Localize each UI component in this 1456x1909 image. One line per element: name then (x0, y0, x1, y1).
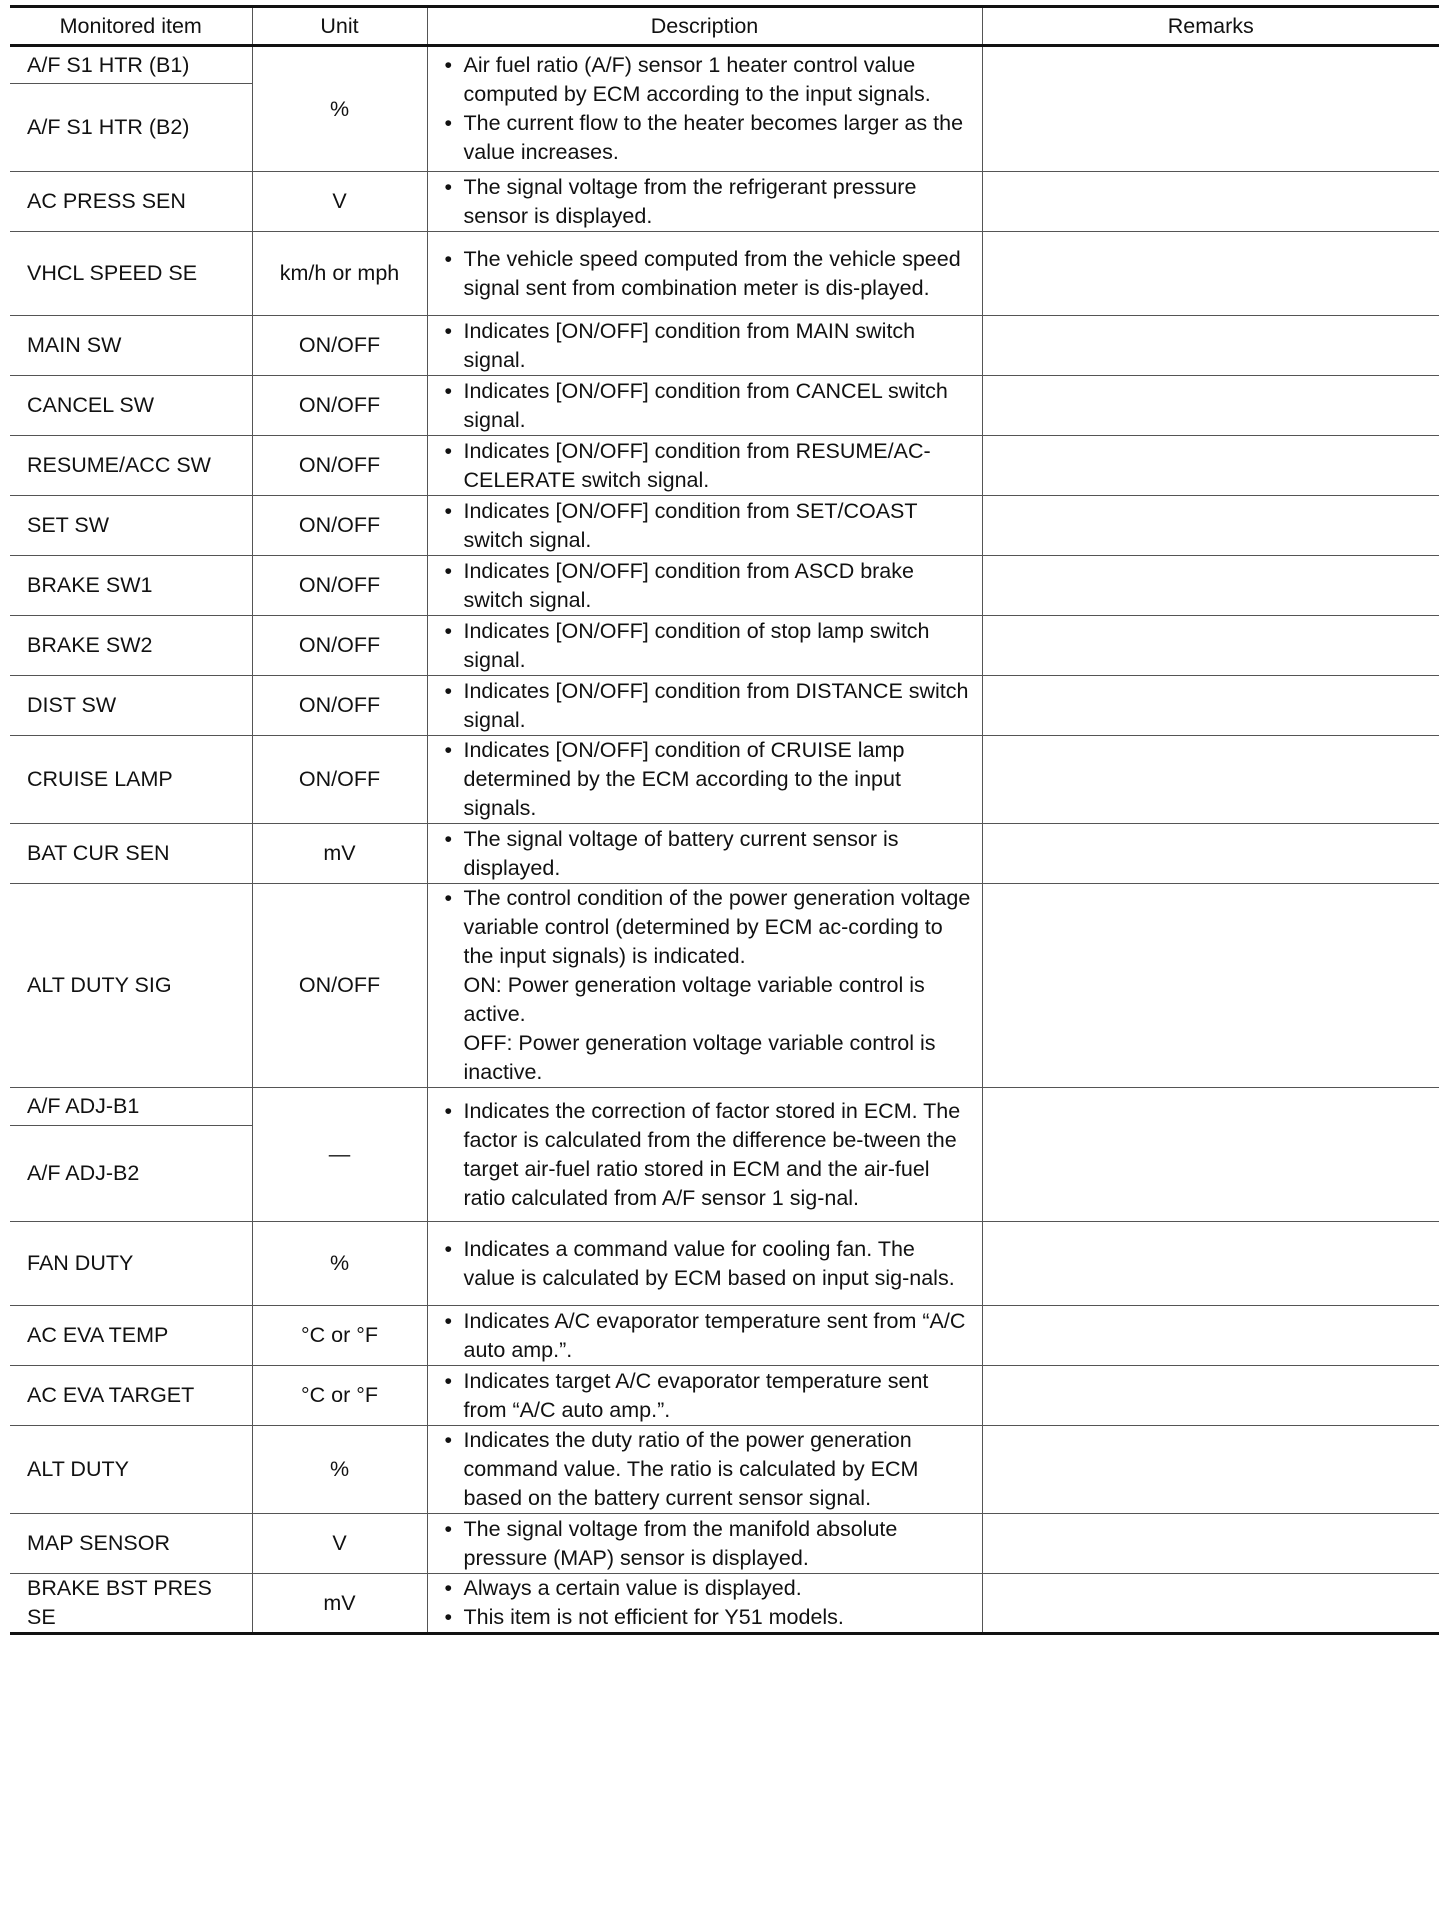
description-cell (427, 316, 982, 376)
description-bullet-list (440, 884, 972, 971)
description-bullet: • Indicates [ON/OFF] condition of stop lamp switch signal. (440, 617, 972, 675)
description-bullet: • The signal voltage of battery current sensor is displayed. (440, 825, 972, 883)
description-bullet: • Indicates [ON/OFF] condition from DISTANCE switch signal. (440, 677, 972, 735)
unit-cell: ON/OFF (252, 436, 427, 496)
remarks-cell (982, 496, 1439, 556)
description-bullet: • This item is not efficient for Y51 models. (440, 1603, 972, 1632)
description-bullet-list (440, 1307, 972, 1365)
description-bullet: • The control condition of the power generation voltage variable control (determined by ECM ac-cording to the input signals) is indicated. (440, 884, 972, 971)
description-cell (427, 46, 982, 172)
remarks-cell (982, 676, 1439, 736)
table-row (10, 824, 1439, 884)
table-row (10, 1222, 1439, 1306)
monitored-item-cell: RESUME/ACC SW (10, 436, 252, 496)
unit-cell: mV (252, 1574, 427, 1634)
description-bullet-list (440, 377, 972, 435)
table-row (10, 1088, 1439, 1126)
table-row (10, 1306, 1439, 1366)
table-row (10, 676, 1439, 736)
table-row (10, 496, 1439, 556)
remarks-cell (982, 1514, 1439, 1574)
remarks-cell (982, 1366, 1439, 1426)
unit-cell: km/h or mph (252, 232, 427, 316)
remarks-cell (982, 376, 1439, 436)
description-bullet: • Always a certain value is displayed. (440, 1574, 972, 1603)
description-bullet-list (440, 677, 972, 735)
description-bullet-list (440, 1235, 972, 1293)
table-row (10, 736, 1439, 824)
monitor-items-table-container (10, 5, 1439, 1909)
description-cell (427, 376, 982, 436)
unit-cell: mV (252, 824, 427, 884)
description-bullet: • Indicates target A/C evaporator temperature sent from “A/C auto amp.”. (440, 1367, 972, 1425)
description-cell (427, 1574, 982, 1634)
description-cell (427, 556, 982, 616)
unit-cell: % (252, 46, 427, 172)
description-bullet-list (440, 51, 972, 167)
remarks-cell (982, 824, 1439, 884)
description-bullet-list (440, 317, 972, 375)
remarks-cell (982, 172, 1439, 232)
description-cell (427, 1514, 982, 1574)
monitored-item-cell: CRUISE LAMP (10, 736, 252, 824)
description-cell (427, 1222, 982, 1306)
table-row (10, 616, 1439, 676)
unit-cell: °C or °F (252, 1306, 427, 1366)
description-cell (427, 496, 982, 556)
remarks-cell (982, 616, 1439, 676)
description-bullet: • Indicates [ON/OFF] condition from CANCEL switch signal. (440, 377, 972, 435)
description-cell (427, 1366, 982, 1426)
header-unit: Unit (252, 8, 427, 46)
monitored-item-cell: AC EVA TEMP (10, 1306, 252, 1366)
table-row (10, 232, 1439, 316)
monitored-item-cell: SET SW (10, 496, 252, 556)
unit-cell: ON/OFF (252, 556, 427, 616)
description-bullet-list (440, 173, 972, 231)
description-cell (427, 616, 982, 676)
description-bullet-list (440, 825, 972, 883)
description-bullet: • Indicates the correction of factor stored in ECM. The factor is calculated from the difference be-tween the target air-fuel ratio stored in ECM and the air-fuel ratio calculated from A/F sensor 1 sig-nal. (440, 1097, 972, 1213)
description-cell (427, 884, 982, 1088)
remarks-cell (982, 556, 1439, 616)
remarks-cell (982, 736, 1439, 824)
description-bullet: • Indicates [ON/OFF] condition from ASCD brake switch signal. (440, 557, 972, 615)
header-monitored-item: Monitored item (10, 8, 252, 46)
description-bullet: • Indicates [ON/OFF] condition from SET/COAST switch signal. (440, 497, 972, 555)
description-cell (427, 1426, 982, 1514)
description-bullet-list (440, 245, 972, 303)
unit-cell: ON/OFF (252, 676, 427, 736)
description-bullet: • Indicates A/C evaporator temperature sent from “A/C auto amp.”. (440, 1307, 972, 1365)
monitored-item-cell: ALT DUTY SIG (10, 884, 252, 1088)
unit-cell: ON/OFF (252, 316, 427, 376)
monitored-item-cell: FAN DUTY (10, 1222, 252, 1306)
description-bullet: • Indicates [ON/OFF] condition of CRUISE lamp determined by the ECM according to the input signals. (440, 736, 972, 823)
table-row (10, 556, 1439, 616)
description-note: ON: Power generation voltage variable control is active. (463, 973, 925, 1026)
remarks-cell (982, 1426, 1439, 1514)
table-row (10, 46, 1439, 84)
description-bullet-list (440, 1426, 972, 1513)
table-row (10, 172, 1439, 232)
unit-cell: % (252, 1222, 427, 1306)
remarks-cell (982, 232, 1439, 316)
remarks-cell (982, 1222, 1439, 1306)
header-row (10, 8, 1439, 46)
monitored-item-cell: DIST SW (10, 676, 252, 736)
description-cell (427, 232, 982, 316)
header-remarks: Remarks (982, 8, 1439, 46)
monitored-item-cell: BRAKE SW1 (10, 556, 252, 616)
monitor-items-table (10, 8, 1439, 1635)
remarks-cell (982, 1306, 1439, 1366)
description-bullet-list (440, 437, 972, 495)
table-row (10, 376, 1439, 436)
monitored-item-cell: BRAKE SW2 (10, 616, 252, 676)
description-cell (427, 1088, 982, 1222)
monitored-item-cell: AC EVA TARGET (10, 1366, 252, 1426)
description-bullet: • The signal voltage from the manifold absolute pressure (MAP) sensor is displayed. (440, 1515, 972, 1573)
unit-cell: % (252, 1426, 427, 1514)
description-bullet-list (440, 1367, 972, 1425)
monitored-item-cell: A/F S1 HTR (B1) (10, 46, 252, 84)
description-bullet-list (440, 1515, 972, 1573)
monitored-item-cell: A/F ADJ-B1 (10, 1088, 252, 1126)
remarks-cell (982, 436, 1439, 496)
description-bullet-list (440, 1097, 972, 1213)
description-bullet: • Air fuel ratio (A/F) sensor 1 heater control value computed by ECM according to the input signals. (440, 51, 972, 109)
description-cell (427, 676, 982, 736)
description-bullet-list (440, 736, 972, 823)
unit-cell: ON/OFF (252, 736, 427, 824)
remarks-cell (982, 46, 1439, 172)
table-row (10, 1514, 1439, 1574)
monitored-item-cell: CANCEL SW (10, 376, 252, 436)
monitored-item-cell: VHCL SPEED SE (10, 232, 252, 316)
unit-cell: ON/OFF (252, 496, 427, 556)
description-cell (427, 736, 982, 824)
unit-cell: ON/OFF (252, 884, 427, 1088)
description-bullet: • Indicates a command value for cooling fan. The value is calculated by ECM based on input sig-nals. (440, 1235, 972, 1293)
description-cell (427, 1306, 982, 1366)
description-note: OFF: Power generation voltage variable control is inactive. (463, 1031, 936, 1084)
unit-cell: ON/OFF (252, 376, 427, 436)
monitored-item-cell: MAIN SW (10, 316, 252, 376)
table-row (10, 316, 1439, 376)
description-bullet: • Indicates [ON/OFF] condition from RESUME/AC-CELERATE switch signal. (440, 437, 972, 495)
remarks-cell (982, 884, 1439, 1088)
table-row (10, 1366, 1439, 1426)
unit-cell: ON/OFF (252, 616, 427, 676)
remarks-cell (982, 1088, 1439, 1222)
description-bullet: • The vehicle speed computed from the vehicle speed signal sent from combination meter is dis-played. (440, 245, 972, 303)
table-row (10, 884, 1439, 1088)
monitored-item-cell: AC PRESS SEN (10, 172, 252, 232)
unit-cell: — (252, 1088, 427, 1222)
monitored-item-cell: BAT CUR SEN (10, 824, 252, 884)
table-row (10, 1574, 1439, 1634)
monitored-item-cell: A/F S1 HTR (B2) (10, 84, 252, 172)
remarks-cell (982, 316, 1439, 376)
description-bullet: • The current flow to the heater becomes larger as the value increases. (440, 109, 972, 167)
description-bullet-list (440, 1574, 972, 1632)
unit-cell: °C or °F (252, 1366, 427, 1426)
table-row (10, 436, 1439, 496)
description-bullet: • Indicates [ON/OFF] condition from MAIN switch signal. (440, 317, 972, 375)
monitored-item-cell: MAP SENSOR (10, 1514, 252, 1574)
monitored-item-cell: BRAKE BST PRES SE (10, 1574, 252, 1634)
description-bullet-list (440, 497, 972, 555)
description-bullet: • The signal voltage from the refrigerant pressure sensor is displayed. (440, 173, 972, 231)
description-bullet-list (440, 557, 972, 615)
unit-cell: V (252, 172, 427, 232)
header-description: Description (427, 8, 982, 46)
table-row (10, 1426, 1439, 1514)
description-cell (427, 172, 982, 232)
description-cell (427, 824, 982, 884)
description-bullet-list (440, 617, 972, 675)
unit-cell: V (252, 1514, 427, 1574)
remarks-cell (982, 1574, 1439, 1634)
description-bullet: • Indicates the duty ratio of the power generation command value. The ratio is calculated by ECM based on the battery current sensor signal. (440, 1426, 972, 1513)
monitored-item-cell: ALT DUTY (10, 1426, 252, 1514)
description-cell (427, 436, 982, 496)
monitored-item-cell: A/F ADJ-B2 (10, 1126, 252, 1222)
